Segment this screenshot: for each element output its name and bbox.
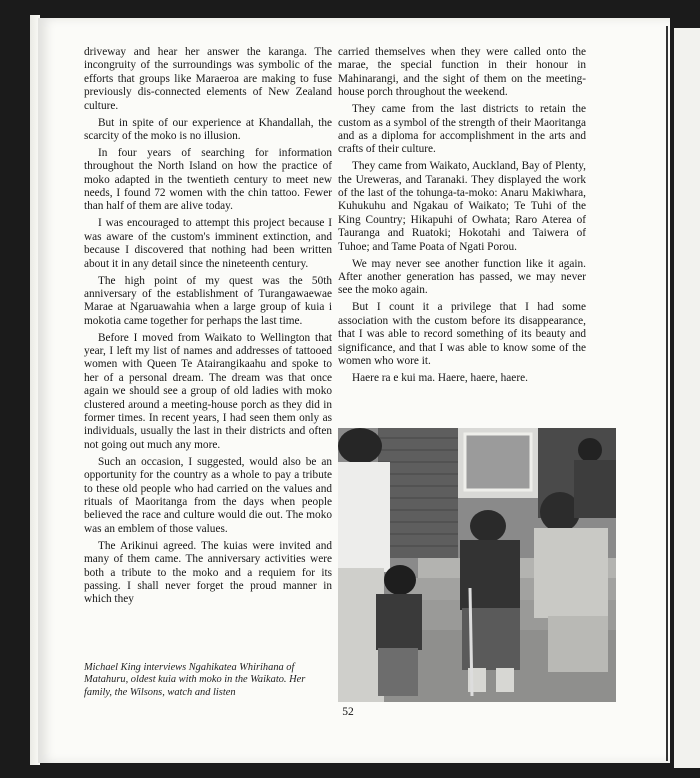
paragraph: The high point of my quest was the 50th anniversary of the establishment of Turangawaewae Marae at Ngaruawahia when a large group of kuia i mokotia came together for perhaps the last time. (84, 274, 332, 327)
paragraph: I was encouraged to attempt this project because I was aware of the custom's imminent extinction, and because I discovered that nothing had been written about it in any detail since the nineteenth century. (84, 217, 332, 270)
photograph-image (338, 428, 616, 702)
paragraph: The Arikinui agreed. The kuias were invited and many of them came. The anniversary activities were both a tribute to the moko and a requiem for its passing. I shall never forget the proud manner in which they (84, 539, 332, 606)
paragraph: Such an occasion, I suggested, would also be an opportunity for the country as a whole to pay a tribute to these old people who had carried on the values and rituals of Maoritanga from the days when people believed the race and culture would die out. The moko was an emblem of those values. (84, 455, 332, 535)
page-gutter (666, 26, 668, 761)
right-text-column (338, 46, 586, 389)
paragraph: But in spite of our experience at Khandallah, the scarcity of the moko is no illusion. (84, 116, 332, 142)
photograph (338, 428, 616, 702)
paragraph: But I count it a privilege that I had some association with the custom before its disappearance, that I was able to record something of its beauty and significance, and that I was able to know some of the women who wore it. (338, 301, 586, 367)
paragraph: driveway and hear her answer the karanga. The incongruity of the surroundings was symbolic of the efforts that groups like Maraeroa are making to fuse previously dis-connected elements of New Zealand culture. (84, 46, 332, 112)
next-page-edge (674, 28, 700, 768)
left-text-column (84, 46, 332, 610)
paragraph: carried themselves when they were called onto the marae, the special function in their honour in Mahinarangi, and the sight of them on the meeting-house porch throughout the weekend. (338, 46, 586, 99)
paragraph: They came from Waikato, Auckland, Bay of Plenty, the Ureweras, and Taranaki. They displayed the work of the last of the tohunga-ta-moko: Anaru Makiwhara, Kuhukuhu and Ngakau of Waikato; Te Tuhi of the King Country; Hikapuhi of Owhata; Raro Aterea of Tauranga and Ruatoki; Hokotahi and Taiwera of Tuhoe; and Tame Poata of Ngati Porou. (338, 160, 586, 253)
paragraph: Haere ra e kui ma. Haere, haere, haere. (352, 371, 528, 384)
paragraph: In four years of searching for information throughout the North Island on how the practice of moko adapted in the twentieth century to meet new needs, I found 72 women with the chin tattoo. Fewer than half of them are alive today. (84, 146, 332, 213)
page-number: 52 (342, 706, 354, 718)
paragraph: They came from the last districts to retain the custom as a symbol of the strength of their Maoritanga and as a diploma for accomplishment in the arts and crafts of their culture. (338, 103, 586, 156)
photo-caption: Michael King interviews Ngahikatea Whirihana of Matahuru, oldest kuia with moko in the Waikato. Her family, the Wilsons, watch and listen (84, 662, 306, 698)
paragraph: Before I moved from Waikato to Wellington that year, I left my list of names and addresses of tattooed women with Queen Te Atairangikaahu and spoke to her of a personal dream. The dream was that once again we should see a group of old ladies with moko clustered around a meeting-house porch as they did in former times. In recent years, I had seen them only as individuals, usually the last in their districts and often not going out much any more. (84, 331, 332, 451)
paragraph: We may never see another function like it again. After another generation has passed, we may never see the moko again. (338, 257, 586, 297)
